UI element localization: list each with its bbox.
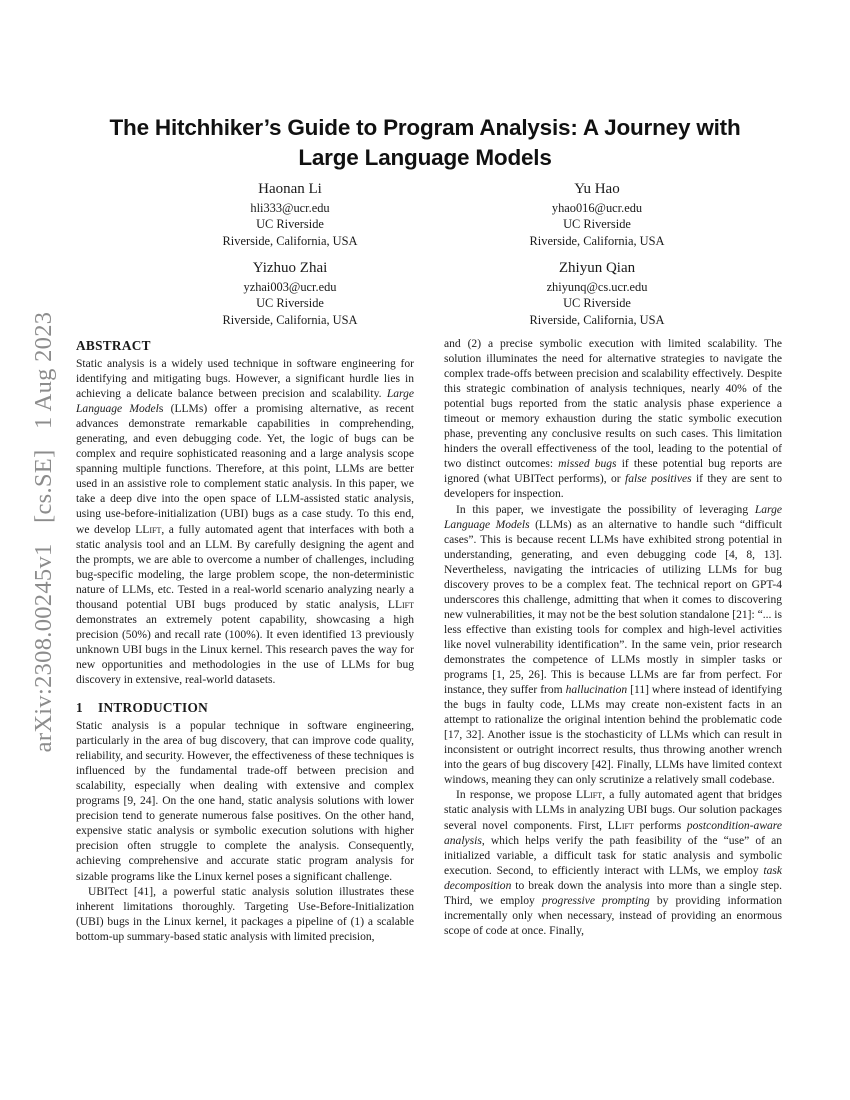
arxiv-identifier-stamp xyxy=(30,298,58,753)
arxiv-date: 1 Aug 2023 xyxy=(30,311,57,430)
intro-paragraph-continued: and (2) a precise symbolic execution with limited scalability. The solution illuminates the need for alternative strategies to navigate the complex trade-offs between precision and scalability effectively. Despite this strategic combination of analysis techniques, nearly 40% of the potential bugs reported from the static analysis phase experience a timeout or memory exhaustion during the static symbolic execution phase, preventing any conclusive results on such cases. This limitation hinders the overall effectiveness of the tool, leading to the potential of two distinct outcomes: missed bugs if these potential bug reports are ignored (what UBITect performs), or false positives if they are sent to developers for inspection. xyxy=(444,338,782,501)
paper-title-line-2: Large Language Models xyxy=(298,145,552,170)
paper-title-line-1: The Hitchhiker’s Guide to Program Analysis: A Journey with xyxy=(109,115,741,140)
author-affiliation: UC Riverside xyxy=(256,217,324,232)
intro-paragraph: In response, we propose LLift, a fully automated agent that bridges static analysis with LLMs in analyzing UBI bugs. Our solution packages several novel components. First, LLift performs postcondition-aware analysis, which helps verify the path feasibility of the “use” of an initialized variable, a difficult task for static analysis and symbolic execution. Second, to efficiently interact with LLMs, we employ task decomposition to break down the analysis into more than a single step. Third, we employ progressive prompting by providing information incrementally only when necessary, instead of providing an enormous scope of code at once. Finally, xyxy=(444,789,783,937)
section-number: 1 xyxy=(76,700,83,716)
arxiv-category: [cs.SE] xyxy=(30,449,57,524)
author-name: Zhiyun Qian xyxy=(558,260,636,276)
author-block xyxy=(160,259,420,328)
left-column xyxy=(76,337,414,945)
author-location: Riverside, California, USA xyxy=(529,233,665,248)
intro-paragraph: In this paper, we investigate the possibility of leveraging Large Language Models (LLMs) as an alternative to handle such “difficult cases”. This is because recent LLMs have exhibited strong potential in understanding, generating, and even debugging code [4, 8, 13]. Nevertheless, navigating the intricacies of utilizing LLMs for bug discovery proves to be a complex feat. The technical report on GPT-4 underscores this challenge, admitting that when it comes to discovering new vulnerabilities, it may not be the best solution standalone [21]: “... is less effective than existing tools for complex and high-level activities like novel vulnerability identification”. In the same vein, prior research demonstrates the competence of LLMs mostly in simpler tasks or programs [1, 25, 26]. This is because LLMs are far from perfect. For instance, they suffer from hallucination [11] where instead of identifying the bugs in faulty code, LLMs may create non-existent facts in an attempt to rationalize the original intention behind the problematic code [17, 32]. Another issue is the stochasticity of LLMs which can result in inconsistent or outright incorrect results, thus throwing another wrench into the gears of bug discovery [42]. Finally, LLMs have limited context windows, meaning they can only scrutinize a relatively small codebase. xyxy=(444,503,783,787)
author-block xyxy=(160,180,420,249)
author-name: Yizhuo Zhai xyxy=(252,260,328,276)
paper-title xyxy=(60,113,790,173)
author-affiliation: UC Riverside xyxy=(563,296,631,311)
author-location: Riverside, California, USA xyxy=(529,312,665,327)
introduction-heading xyxy=(76,699,414,717)
section-title: INTRODUCTION xyxy=(98,700,208,716)
abstract-heading: ABSTRACT xyxy=(76,338,151,353)
author-email: yhao016@ucr.edu xyxy=(551,201,643,215)
intro-paragraph: UBITect [41], a powerful static analysis solution illustrates these inherent limitations thoroughly. Targeting Use-Before-Initialization (UBI) bugs in the Linux kernel, it packages a pipeline of (1) a scalable bottom-up summary-based static analysis with limited precision, xyxy=(76,885,414,943)
author-location: Riverside, California, USA xyxy=(222,312,358,327)
author-name: Haonan Li xyxy=(258,181,322,197)
author-block xyxy=(467,259,727,328)
author-name: Yu Hao xyxy=(574,181,620,197)
author-location: Riverside, California, USA xyxy=(222,233,358,248)
author-affiliation: UC Riverside xyxy=(563,217,631,232)
author-email: hli333@ucr.edu xyxy=(250,201,330,215)
author-email: yzhai003@ucr.edu xyxy=(243,280,337,294)
intro-paragraph: Static analysis is a popular technique in software engineering, particularly in the area of bug discovery, that can improve code quality, reliability, and security. However, the effectiveness of these techniques is influenced by the fundamental trade-off between precision and scalability, especially when dealing with extensive and complex programs [9, 24]. On the one hand, static analysis solutions with lower precision tend to generate numerous false positives. On the other hand, expensive static analysis or symbolic execution solutions with higher precision often struggle to complete the analysis. Consequently, achieving comprehensive and accurate static program analysis for sizable programs like the Linux kernel poses a significant challenge. xyxy=(76,720,414,883)
arxiv-id: arXiv:2308.00245v1 xyxy=(30,543,57,753)
abstract-paragraph: Static analysis is a widely used technique in software engineering for identifying and mitigating bugs. However, a significant hurdle lies in achieving a delicate balance between precision and scalability. Large Language Models (LLMs) offer a promising alternative, as recent advances demonstrate remarkable capabilities in comprehending, generating, and even debugging code. Yet, the logic of bugs can be complex and require sophisticated reasoning and a large analysis scope spanning multiple functions. Therefore, at this point, LLMs are better used in an assistive role to complement static analysis. In this paper, we take a deep dive into the open space of LLM-assisted static analysis, using use-before-initialization (UBI) bugs as a case study. To this end, we develop LLift, a fully automated agent that interfaces with both a static analysis tool and an LLM. By carefully designing the agent and the prompts, we are able to overcome a number of challenges, including bug-specific modeling, the large problem scope, the non-deterministic nature of LLMs, etc. Tested in a real-world scenario analyzing nearly a thousand potential UBI bugs produced by static analysis, LLift demonstrates an extremely potent capability, showcasing a high precision (50%) and recall rate (100%). It even identified 13 previously unknown UBI bugs in the Linux kernel. This research paves the way for new opportunities and methodologies in the use of LLMs for bug discovery in extensive, real-world datasets. xyxy=(76,358,415,686)
author-affiliation: UC Riverside xyxy=(256,296,324,311)
right-column xyxy=(444,337,782,939)
author-block xyxy=(467,180,727,249)
author-email: zhiyunq@cs.ucr.edu xyxy=(546,280,648,294)
